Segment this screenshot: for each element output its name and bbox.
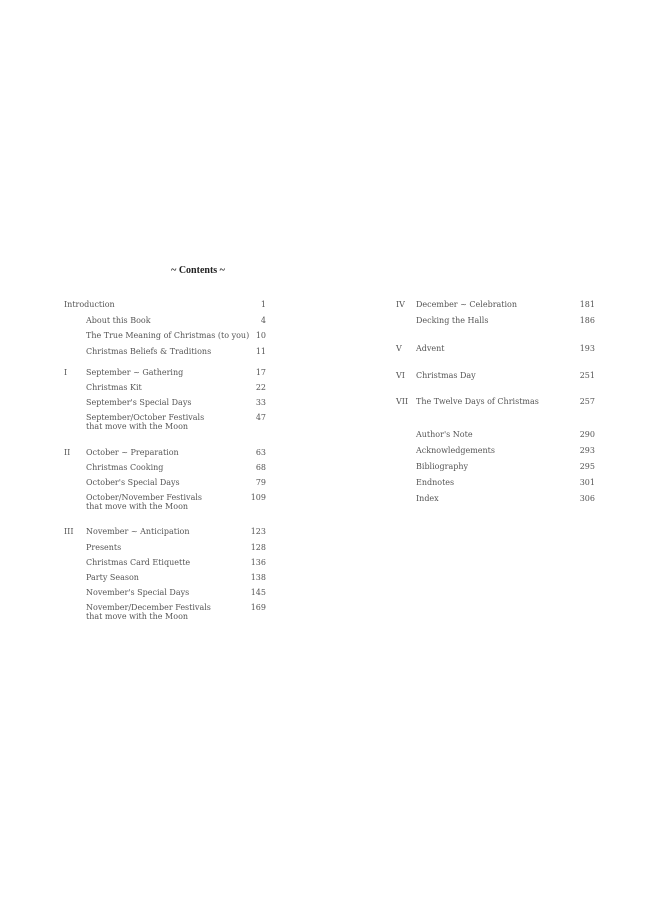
entry-title: Endnotes — [416, 478, 455, 487]
entry-page: 257 — [579, 397, 595, 406]
entry-title: The Twelve Days of Christmas — [416, 397, 539, 406]
entry-page: 293 — [579, 446, 595, 455]
chapter-number: I — [64, 368, 68, 377]
chapter-number: IV — [396, 300, 405, 309]
entry-title: September's Special Days — [86, 398, 192, 407]
entry-page: 181 — [579, 300, 595, 309]
entry-title: About this Book — [86, 316, 151, 325]
entry-title: Acknowledgements — [416, 446, 495, 455]
entry-title: Party Season — [86, 573, 139, 582]
entry-title: Christmas Card Etiquette — [86, 558, 191, 567]
entry-title: October/November Festivals that move with the Moon — [86, 493, 203, 511]
entry-page: 138 — [250, 573, 266, 582]
entry-title: November's Special Days — [86, 588, 190, 597]
entry-page: 4 — [260, 316, 266, 325]
entry-title: September ~ Gathering — [86, 368, 184, 377]
entry-page: 169 — [250, 603, 266, 612]
entry-title: November ~ Anticipation — [86, 527, 190, 536]
entry-page: 128 — [250, 543, 266, 552]
entry-title: Decking the Halls — [416, 316, 489, 325]
entry-page: 22 — [255, 383, 266, 392]
entry-page: 1 — [260, 300, 266, 309]
entry-page: 63 — [255, 448, 266, 457]
entry-title: Christmas Beliefs & Traditions — [86, 347, 212, 356]
chapter-number: III — [64, 527, 74, 536]
entry-page: 145 — [250, 588, 266, 597]
entry-title: October ~ Preparation — [86, 448, 179, 457]
entry-page: 186 — [579, 316, 595, 325]
entry-page: 11 — [255, 347, 266, 356]
entry-title: Christmas Cooking — [86, 463, 164, 472]
entry-title: November/December Festivals that move with the Moon — [86, 603, 211, 621]
entry-page: 306 — [579, 494, 595, 503]
entry-page: 68 — [255, 463, 266, 472]
chapter-number: VII — [396, 397, 409, 406]
entry-title: Author's Note — [416, 430, 473, 439]
entry-title: Advent — [416, 344, 445, 353]
entry-page: 301 — [579, 478, 595, 487]
entry-title: December ~ Celebration — [416, 300, 518, 309]
entry-page: 109 — [250, 493, 266, 502]
chapter-number: VI — [396, 371, 405, 380]
page-title: ~ Contents ~ — [171, 265, 225, 276]
entry-title: Presents — [86, 543, 122, 552]
entry-page: 251 — [579, 371, 595, 380]
entry-page: 295 — [579, 462, 595, 471]
entry-page: 193 — [579, 344, 595, 353]
entry-page: 10 — [255, 331, 266, 340]
entry-title: Christmas Day — [416, 371, 476, 380]
entry-page: 136 — [250, 558, 266, 567]
entry-page: 17 — [255, 368, 266, 377]
entry-title: Christmas Kit — [86, 383, 142, 392]
entry-title: Introduction — [64, 300, 115, 309]
entry-page: 33 — [255, 398, 266, 407]
entry-title: The True Meaning of Christmas (to you) — [86, 331, 250, 340]
entry-page: 290 — [579, 430, 595, 439]
entry-page: 123 — [250, 527, 266, 536]
entry-title: Bibliography — [416, 462, 468, 471]
entry-title: Index — [416, 494, 439, 503]
entry-title: September/October Festivals that move with the Moon — [86, 413, 205, 431]
chapter-number: V — [396, 344, 402, 353]
entry-page: 47 — [255, 413, 266, 422]
chapter-number: II — [64, 448, 71, 457]
entry-page: 79 — [255, 478, 266, 487]
entry-title: October's Special Days — [86, 478, 180, 487]
